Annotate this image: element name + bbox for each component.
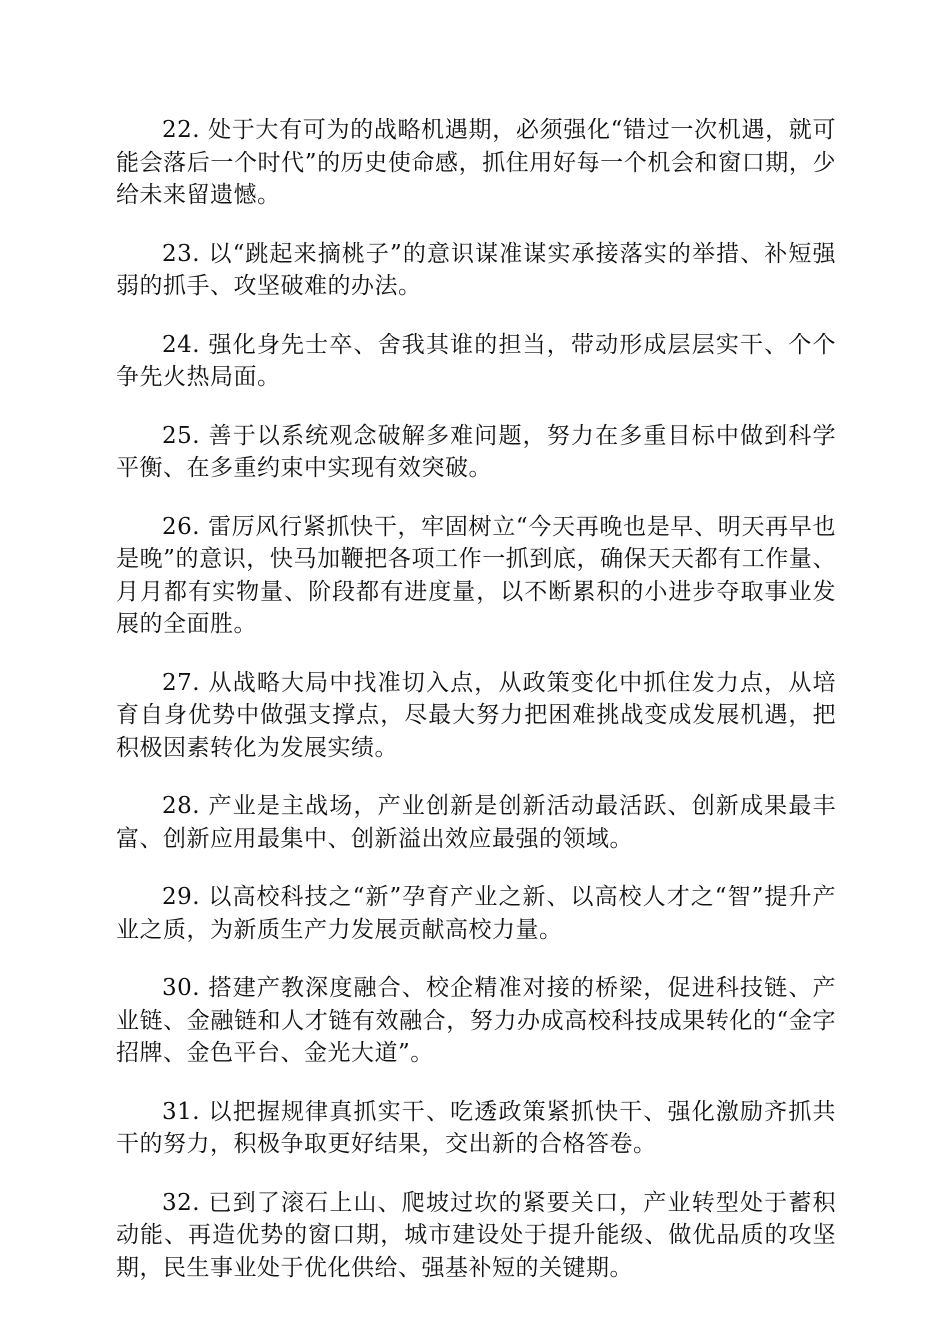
paragraph-28: 28. 产业是主战场，产业创新是创新活动最活跃、创新成果最丰富、创新应用最集中、创新溢出效应最强的领域。: [116, 793, 836, 852]
paragraph-24: 24. 强化身先士卒、舍我其谁的担当，带动形成层层实干、个个争先火热局面。: [116, 331, 836, 390]
paragraph-26: 26. 雷厉风行紧抓快干，牢固树立“今天再晚也是早、明天再早也是晚”的意识，快马加鞭把各项工作一抓到底，确保天天都有工作量、月月都有实物量、阶段都有进度量，以不断累积的小进步夺取事业发展的全面胜。: [116, 513, 836, 637]
paragraph-23: 23. 以“跳起来摘桃子”的意识谋准谋实承接落实的举措、补短强弱的抓手、攻坚破难的办法。: [116, 240, 836, 299]
paragraph-30: 30. 搭建产教深度融合、校企精准对接的桥梁，促进科技链、产业链、金融链和人才链有效融合，努力办成高校科技成果转化的“金字招牌、金色平台、金光大道”。: [116, 975, 836, 1066]
paragraph-27: 27. 从战略大局中找准切入点，从政策变化中抓住发力点，从培育自身优势中做强支撑点，尽最大努力把困难挑战变成发展机遇，把积极因素转化为发展实绩。: [116, 669, 836, 761]
paragraph-22: 22. 处于大有可为的战略机遇期，必须强化“错过一次机遇，就可能会落后一个时代”的历史使命感，抓住用好每一个机会和窗口期，少给未来留遗憾。: [116, 117, 836, 208]
paragraph-31: 31. 以把握规律真抓实干、吃透政策紧抓快干、强化激励齐抓共干的努力，积极争取更好结果，交出新的合格答卷。: [116, 1098, 836, 1157]
paragraph-32: 32. 已到了滚石上山、爬坡过坎的紧要关口，产业转型处于蓄积动能、再造优势的窗口期，城市建设处于提升能级、做优品质的攻坚期，民生事业处于优化供给、强基补短的关键期。: [116, 1189, 836, 1281]
paragraph-29: 29. 以高校科技之“新”孕育产业之新、以高校人才之“智”提升产业之质，为新质生产力发展贡献高校力量。: [116, 884, 836, 943]
document-body: [116, 114, 836, 1310]
paragraph-25: 25. 善于以系统观念破解多难问题，努力在多重目标中做到科学平衡、在多重约束中实现有效突破。: [116, 422, 836, 481]
